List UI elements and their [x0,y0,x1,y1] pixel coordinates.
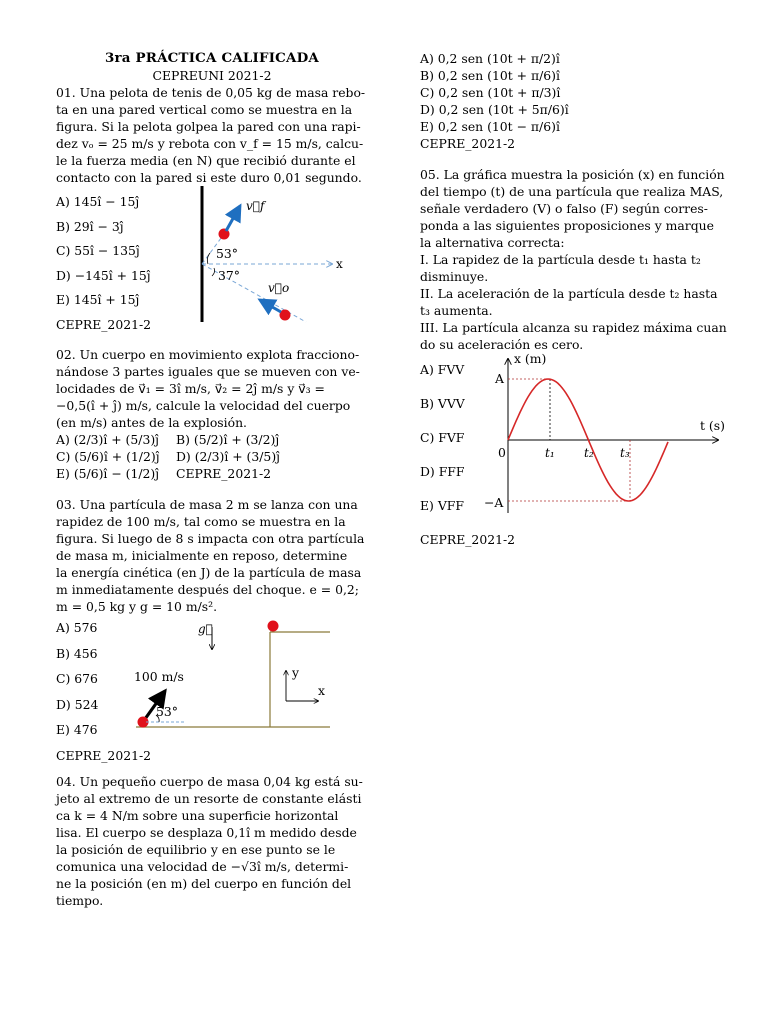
q1-option-e[interactable]: E) 145î + 15ĵ [56,292,140,308]
q5-line: señale verdadero (V) o falso (F) según corres- [420,201,708,216]
q2-option-e[interactable]: E) (5/6)î − (1/2)ĵ [56,466,160,481]
target-particle [268,621,279,632]
q5-line: ponda a las siguientes proposiciones y marque [420,218,714,233]
q1-line: dez vₒ = 25 m/s y rebota con v_f = 15 m/s, calcu- [56,136,364,151]
q4-option-d[interactable]: D) 0,2 sen (10t + 5π/6)î [420,102,569,117]
q1-option-d[interactable]: D) −145î + 15ĵ [56,267,151,283]
q5-line: II. La aceleración de la partícula desde t₂ hasta [420,286,718,301]
q2-option-b[interactable]: B) (5/2)î + (3/2)ĵ [176,432,280,447]
q3-option-c[interactable]: C) 676 [56,671,98,686]
axis-x-label: x [318,683,325,698]
question-1-block [56,186,368,332]
question-4-text [56,773,368,909]
q1-tag: CEPRE_2021-2 [56,316,152,332]
q5-line: disminuye. [420,269,489,284]
q2-option-c[interactable]: C) (5/6)î + (1/2)ĵ [56,449,160,464]
q1-line: 01. Una pelota de tenis de 0,05 kg de masa rebo- [56,85,366,100]
q4-line: tiempo. [56,893,104,908]
q2-line: −0,5(î + ĵ) m/s, calcule la velocidad del cuerpo [56,398,351,413]
v-initial-label: v⃗o [268,281,290,295]
q4-line: lisa. El cuerpo se desplaza 0,1î m medido desde [56,825,357,840]
q2-line: (en m/s) antes de la explosión. [56,415,247,430]
q4-line: ne la posición (en m) del cuerpo en función del [56,876,352,891]
q4-options [420,50,732,152]
q5-line: do su aceleración es cero. [420,337,584,352]
q5-option-a[interactable]: A) FVV [420,362,465,377]
q1-line: contacto con la pared si este duro 0,01 segundo. [56,170,362,185]
angle-53-label: 53° [216,246,238,261]
q5-line: del tiempo (t) de una partícula que realiza MAS, [420,184,724,199]
question-5-text [420,166,732,353]
question-5-block [420,353,732,547]
page-subtitle: CEPREUNI 2021-2 [152,68,272,83]
q2-options-row [56,465,368,482]
q4-line: ca k = 4 N/m sobre una superficie horizontal [56,808,339,823]
left-column [56,50,368,909]
q4-option-a[interactable]: A) 0,2 sen (10t + π/2)î [420,51,560,66]
q4-line: comunica una velocidad de −√3î m/s, determi- [56,859,349,874]
graph-x-label: t (s) [700,418,725,433]
projectile-figure [134,615,334,737]
t2-label: t₂ [584,446,594,460]
question-2-text [56,346,368,431]
q3-option-e[interactable]: E) 476 [56,722,98,737]
q1-option-c[interactable]: C) 55î − 135ĵ [56,243,140,259]
q3-tag: CEPRE_2021-2 [56,747,152,763]
q2-options-row [56,431,368,448]
q5-option-d[interactable]: D) FFF [420,464,465,479]
axis-x-label: x [336,257,343,271]
q2-options-row [56,448,368,465]
q4-line: jeto al extremo de un resorte de constante elásti [56,791,362,806]
angle-label: 53° [156,704,178,719]
q1-option-a[interactable]: A) 145î − 15ĵ [56,194,140,209]
q3-line: figura. Si luego de 8 s impacta con otra partícula [56,531,365,546]
graph-y-label: x (m) [514,353,547,366]
q3-option-a[interactable]: A) 576 [56,620,98,635]
q2-option-d[interactable]: D) (2/3)î + (3/5)ĵ [176,449,280,464]
amp-pos-label: A [495,371,504,386]
q5-line: I. La rapidez de la partícula desde t₁ hasta t₂ [420,252,701,267]
q2-line: locidades de v⃗₁ = 3î m/s, v⃗₂ = 2ĵ m/s y v⃗₃ = [56,381,325,396]
q4-tag: CEPRE_2021-2 [420,136,516,151]
q5-option-c[interactable]: C) FVF [420,430,465,445]
q4-line: 04. Un pequeño cuerpo de masa 0,04 kg está su- [56,774,363,789]
t1-label: t₁ [545,446,555,460]
gravity-label: g⃗ [198,622,213,636]
velocity-final-arrow [226,206,240,231]
q2-line: nándose 3 partes iguales que se mueven con ve- [56,364,360,379]
q1-option-b[interactable]: B) 29î − 3ĵ [56,218,124,234]
q5-option-b[interactable]: B) VVV [420,396,465,411]
q5-line: III. La partícula alcanza su rapidez máxima cuan [420,320,727,335]
v-final-label: v⃗f [246,199,265,213]
q1-line: ta en una pared vertical como se muestra en la [56,102,353,117]
amp-neg-label: −A [484,495,504,510]
right-column [420,50,732,547]
q3-line: de masa m, inicialmente en reposo, determine [56,548,348,563]
question-1-text [56,84,368,186]
angle-37-label: 37° [218,268,240,283]
q5-line: la alternativa correcta: [420,235,565,250]
q1-line: figura. Si la pelota golpea la pared con una rapi- [56,119,361,134]
q5-tag: CEPRE_2021-2 [420,532,516,547]
q2-line: 02. Un cuerpo en movimiento explota fracciono- [56,347,360,362]
q5-line: t₃ aumenta. [420,303,493,318]
speed-label: 100 m/s [134,669,184,684]
q2-option-a[interactable]: A) (2/3)î + (5/3)ĵ [56,432,160,447]
q3-option-d[interactable]: D) 524 [56,696,99,712]
origin-label: 0 [498,445,506,460]
q2-tag: CEPRE_2021-2 [176,466,272,481]
q5-line: 05. La gráfica muestra la posición (x) en función [420,167,725,182]
wall-bounce-figure [196,186,366,332]
q4-option-b[interactable]: B) 0,2 sen (10t + π/6)î [420,68,560,83]
question-3-block [56,615,368,763]
q3-line: la energía cinética (en J) de la partícula de masa [56,565,362,580]
q4-line: la posición de equilibrio y en ese punto se le [56,842,336,857]
shm-position-graph [474,353,730,513]
q3-line: rapidez de 100 m/s, tal como se muestra en la [56,514,346,529]
q3-option-b[interactable]: B) 456 [56,645,98,661]
t3-label: t₃ [620,446,630,460]
question-3-text [56,496,368,615]
q5-option-e[interactable]: E) VFF [420,498,464,513]
q3-line: m inmediatamente después del choque. e = 0,2; [56,582,359,597]
q3-line: 03. Una partícula de masa 2 m se lanza con una [56,497,358,512]
q1-line: le la fuerza media (en N) que recibió durante el [56,153,356,168]
q4-option-c[interactable]: C) 0,2 sen (10t + π/3)î [420,85,561,100]
axis-y-label: y [292,665,299,680]
q4-option-e[interactable]: E) 0,2 sen (10t − π/6)î [420,119,560,134]
q3-line: m = 0,5 kg y g = 10 m/s². [56,599,218,614]
page-title: 3ra PRÁCTICA CALIFICADA [104,50,320,66]
